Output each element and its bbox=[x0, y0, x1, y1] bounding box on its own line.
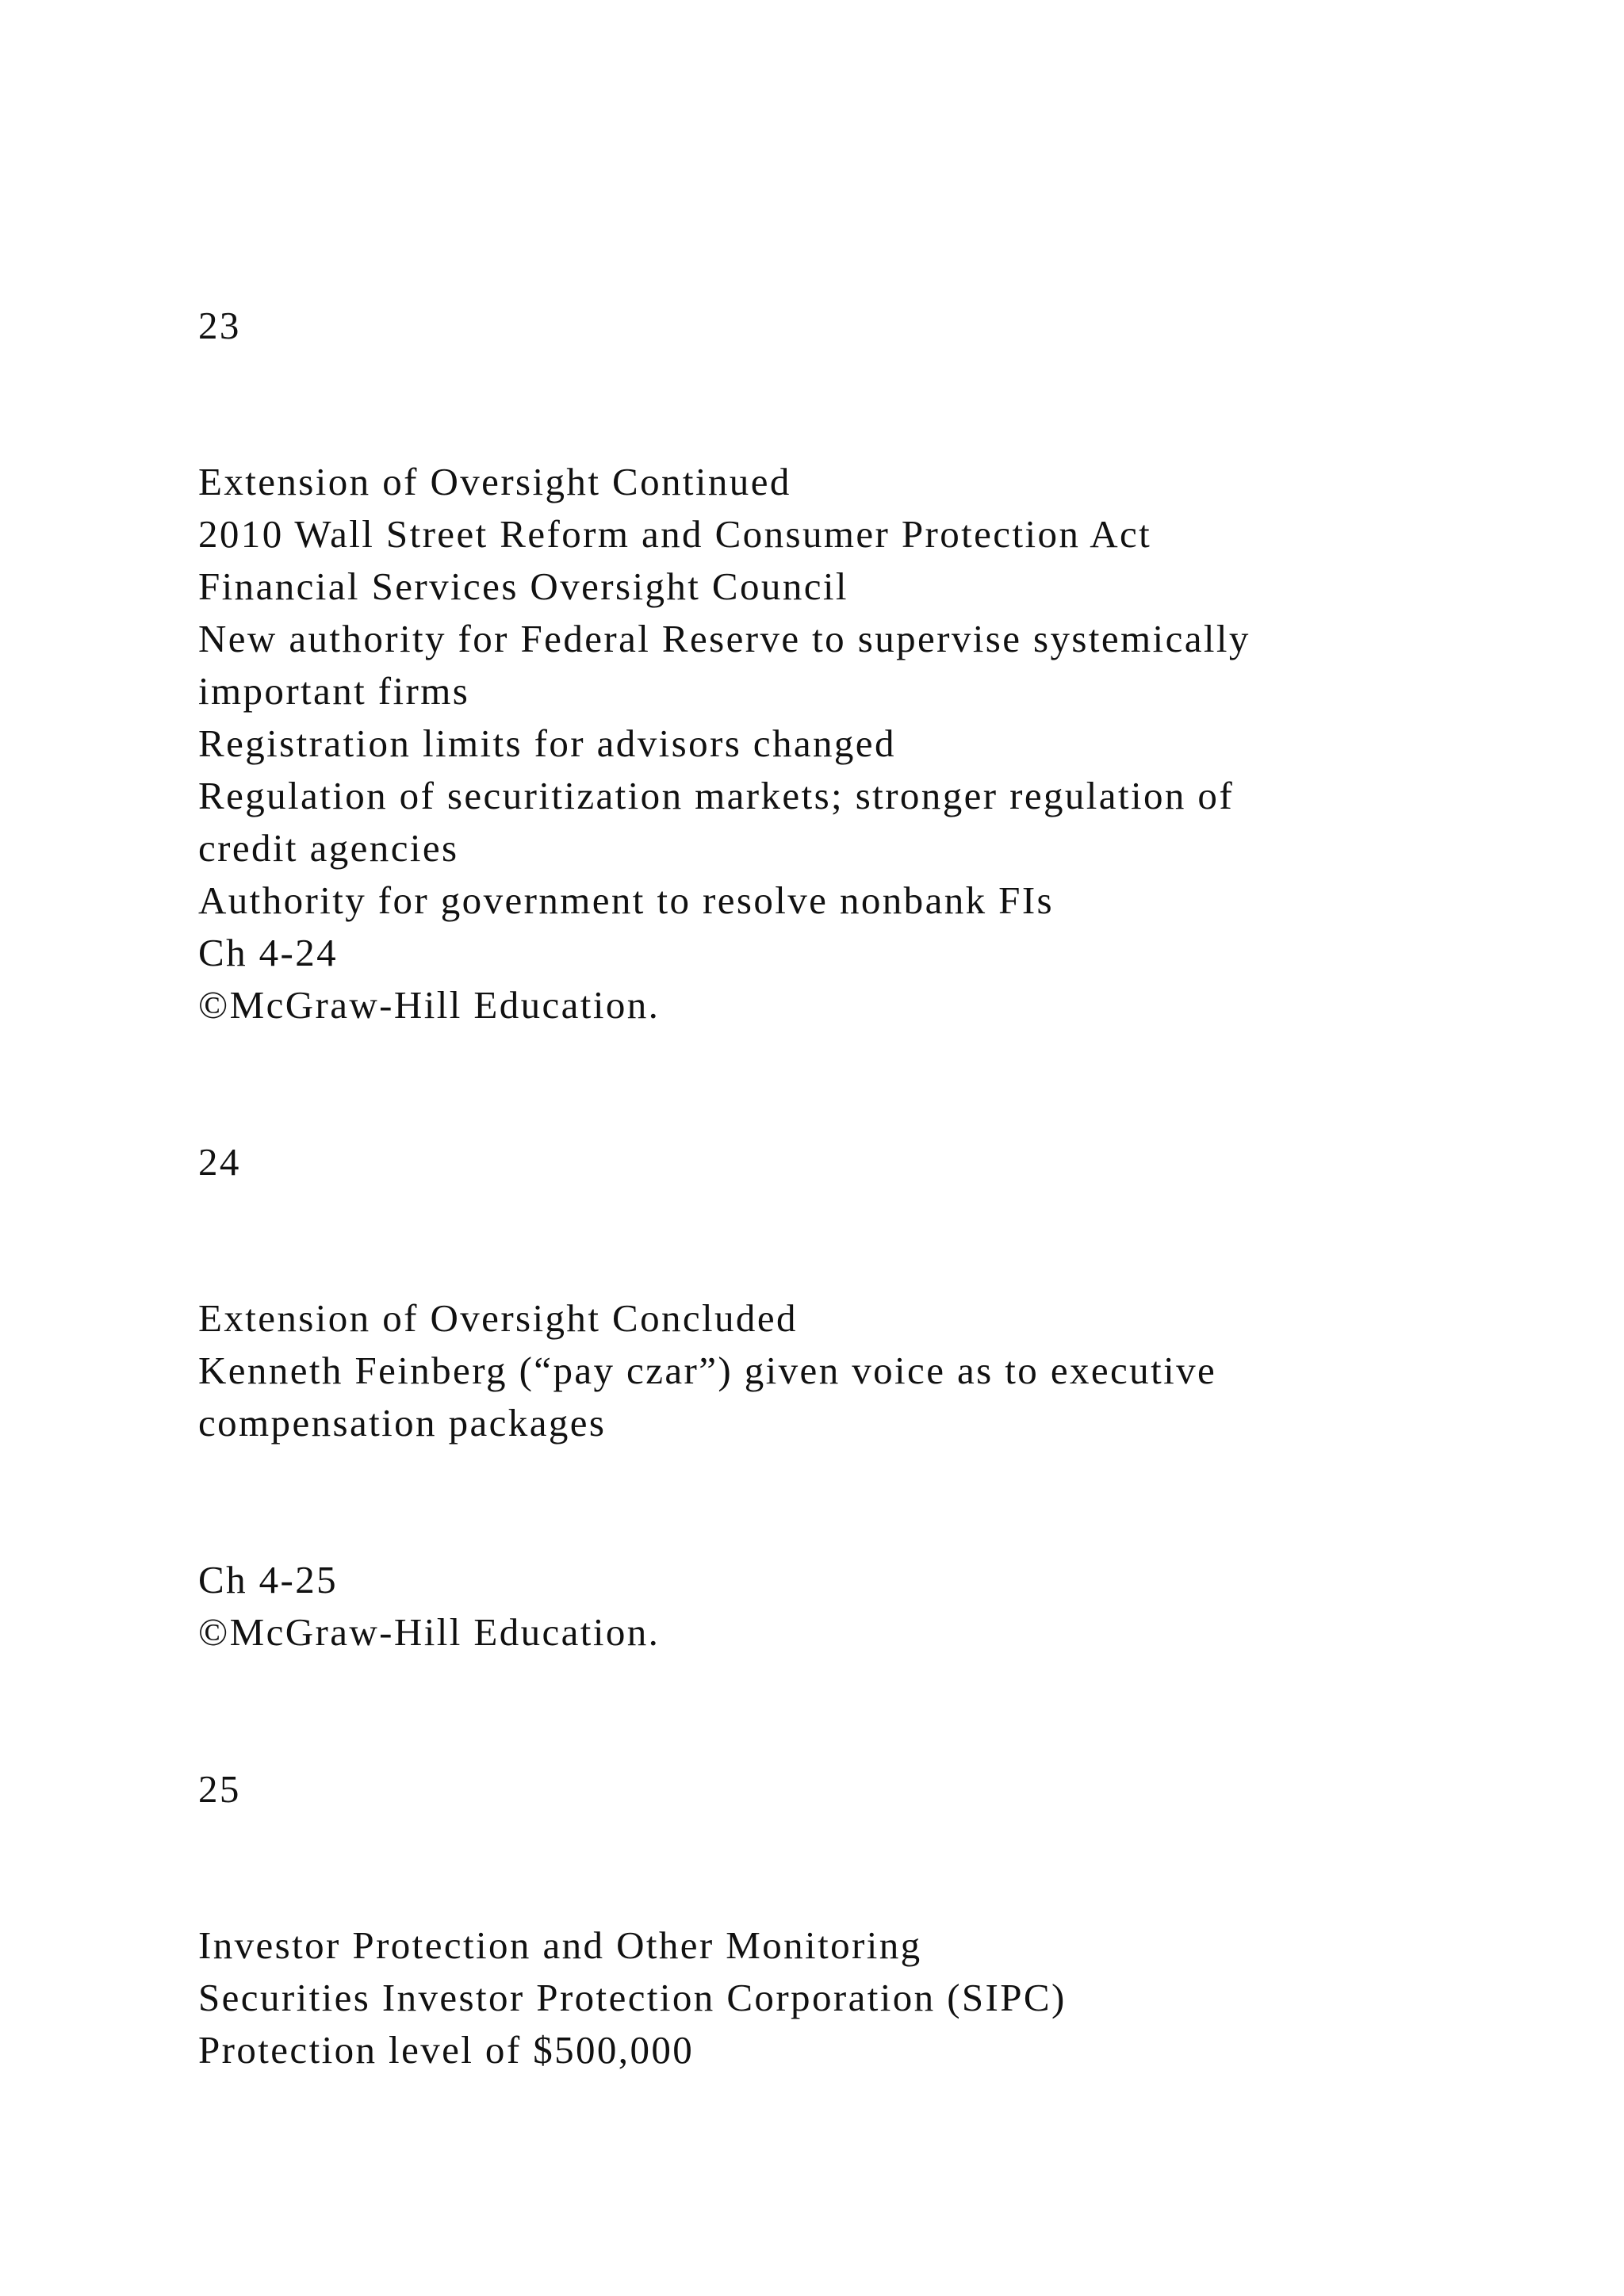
copyright-notice: ©McGraw-Hill Education. bbox=[198, 1610, 661, 1654]
slide-reference: Ch 4-25 bbox=[198, 1558, 339, 1601]
text-line: Registration limits for advisors changed bbox=[198, 721, 896, 765]
text-line: compensation packages bbox=[198, 1401, 607, 1445]
page-number-25: 25 bbox=[198, 1767, 241, 1811]
text-line: credit agencies bbox=[198, 826, 459, 870]
text-line: Authority for government to resolve nonbank FIs bbox=[198, 878, 1055, 922]
slide-title: Extension of Oversight Continued bbox=[198, 460, 791, 503]
text-line: Securities Investor Protection Corporation (SIPC) bbox=[198, 1976, 1067, 2019]
text-line: Financial Services Oversight Council bbox=[198, 564, 848, 608]
text-line: New authority for Federal Reserve to supervise systemically bbox=[198, 617, 1251, 660]
slide-title: Investor Protection and Other Monitoring bbox=[198, 1923, 922, 1967]
page-number-23: 23 bbox=[198, 304, 241, 347]
text-line: important firms bbox=[198, 669, 470, 713]
copyright-notice: ©McGraw-Hill Education. bbox=[198, 983, 661, 1027]
slide-title: Extension of Oversight Concluded bbox=[198, 1296, 798, 1340]
slide-reference: Ch 4-24 bbox=[198, 931, 339, 974]
text-line: Kenneth Feinberg (“pay czar”) given voice as to executive bbox=[198, 1349, 1217, 1392]
text-line: Regulation of securitization markets; stronger regulation of bbox=[198, 774, 1235, 817]
text-line: 2010 Wall Street Reform and Consumer Protection Act bbox=[198, 512, 1152, 556]
text-line: Protection level of $500,000 bbox=[198, 2028, 695, 2072]
page-number-24: 24 bbox=[198, 1140, 241, 1184]
